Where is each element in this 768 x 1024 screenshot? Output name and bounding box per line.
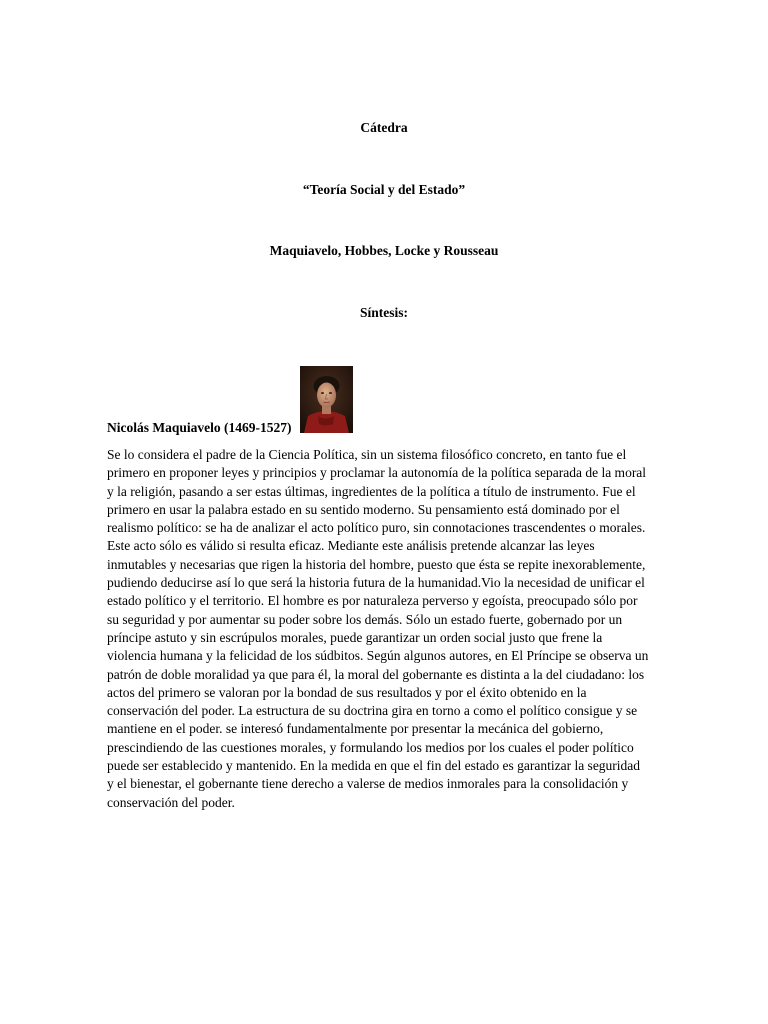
body-line: y el bienestar, el gobernante tiene derecho a valerse de medios inmorales para la consolidación y <box>107 776 629 792</box>
body-line: príncipe astuto y sin escrúpulos morales, puede garantizar un orden social justo que frene la <box>107 629 603 645</box>
body-line: pudiendo deducirse así lo que será la historia futura de la humanidad.Vio la necesidad de unificar el <box>107 575 645 591</box>
catedra-heading: Cátedra <box>360 120 408 135</box>
maquiavelo-portrait-image <box>300 366 353 433</box>
body-line: violencia humana y la felicidad de los súdbitos. Según algunos autores, en El Príncipe se observa un <box>107 648 649 664</box>
body-line: Este acto sólo es válido si resulta eficaz. Mediante este análisis pretende alcanzar las leyes <box>107 538 595 554</box>
body-line: y la religión, pasando a ser estas últimas, ingredientes de la política a título de instrumento. Fue el <box>107 483 636 499</box>
section-heading-maquiavelo: Nicolás Maquiavelo (1469-1527) <box>107 420 292 435</box>
body-line: mantiene en el poder. se interesó fundamentalmente por presentar la mecánica del gobierno, <box>107 721 604 737</box>
synthesis-label: Síntesis: <box>359 305 408 320</box>
body-line: conservación del poder. <box>107 794 235 810</box>
body-line: primero en proponer leyes y principios y proclamar la autonomía de la política separada de la moral <box>107 465 647 481</box>
body-line: su seguridad y por aumentar su poder sobre los demás. Sólo un estado fuerte, gobernado por un <box>107 611 623 627</box>
section-body-text <box>107 446 667 812</box>
body-line: conservación del poder. La estructura de su doctrina gira en torno a como el político consigue y se <box>107 703 638 719</box>
body-line: patrón de doble moralidad ya que para él, la moral del gobernante es distinta a la del ciudadano: los <box>107 666 645 682</box>
body-line: estado político y el territorio. El hombre es por naturaleza perverso y egoísta, preocupado sólo por <box>107 593 638 609</box>
authors-heading: Maquiavelo, Hobbes, Locke y Rousseau <box>269 243 499 258</box>
body-line: Se lo considera el padre de la Ciencia Política, sin un sistema filosófico concreto, en tanto fue el <box>107 447 627 462</box>
body-line: prescindiendo de las cuestiones morales, y formulando los medios por los cuales el poder político <box>107 739 634 755</box>
body-line: puede ser establecido y mantenido. En la medida en que el fin del estado es garantizar la seguridad <box>107 758 641 774</box>
body-line: realismo político: se ha de analizar el acto político puro, sin connotaciones trascendentes o morales. <box>107 520 646 536</box>
body-line: primero en usar la palabra estado en su sentido moderno. Su pensamiento está dominado por el <box>107 501 620 517</box>
course-title: “Teoría Social y del Estado” <box>302 182 466 197</box>
body-line: inmutables y necesarias que rigen la historia del hombre, puesto que ésta se repite inexorablemente, <box>107 556 646 572</box>
body-line: actos del primero se valoran por la bondad de sus resultados y por el éxito obtenido en la <box>107 684 587 700</box>
